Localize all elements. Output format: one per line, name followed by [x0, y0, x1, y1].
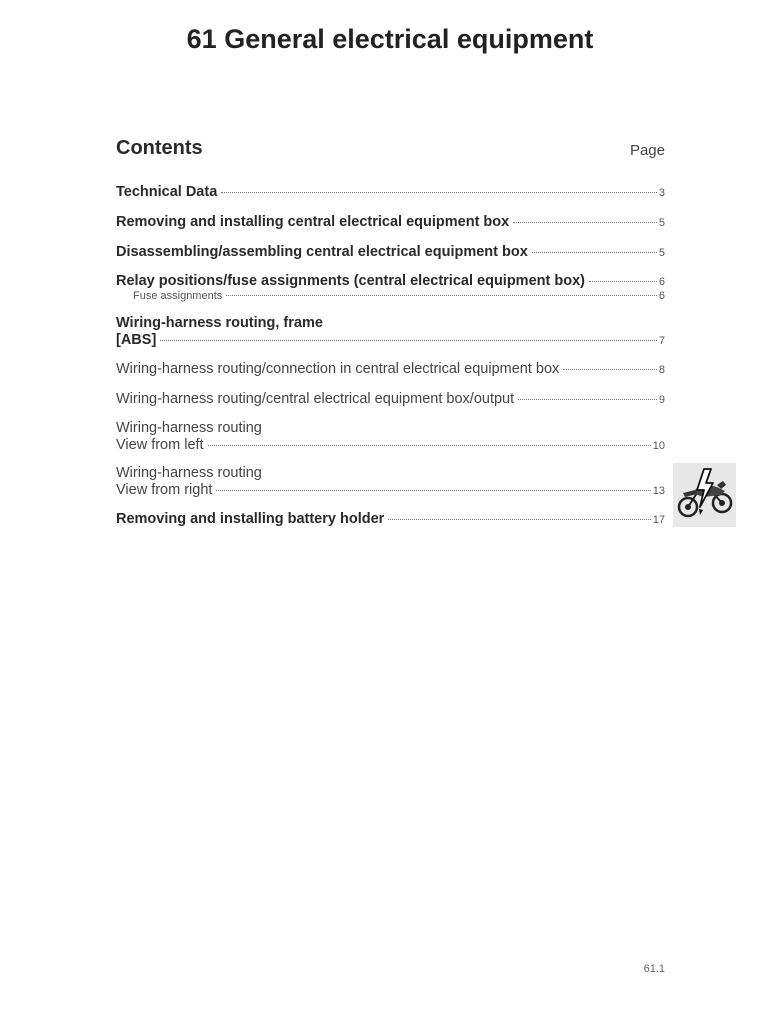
motorcycle-lightning-icon — [673, 463, 736, 527]
toc-page-number: 13 — [652, 485, 665, 497]
dot-leader — [221, 191, 657, 193]
toc-entry-title: Fuse assignments — [133, 290, 223, 302]
toc-entry-relay-positions[interactable] — [116, 273, 665, 289]
toc-entry-title-line2: [ABS] — [116, 332, 157, 348]
toc-page-number: 10 — [652, 440, 665, 452]
dot-leader — [226, 294, 657, 296]
toc-entry-technical-data[interactable] — [116, 184, 665, 200]
page-title: 61 General electrical equipment — [186, 24, 594, 54]
toc-entry-title: Removing and installing battery holder — [116, 511, 385, 527]
toc-entry-title: Relay positions/fuse assignments (central electrical equipment box) — [116, 273, 585, 289]
dot-leader — [216, 489, 650, 491]
toc-entry-title: Disassembling/assembling central electrical equipment box — [116, 244, 528, 260]
toc-entry-title: Wiring-harness routing/connection in central electrical equipment box — [116, 361, 560, 377]
toc-page-number: 17 — [652, 514, 665, 526]
page-column-label: Page — [629, 142, 665, 159]
toc-page-number: 9 — [658, 394, 665, 406]
toc-entry-title-line1[interactable]: Wiring-harness routing — [116, 420, 262, 436]
toc-entry-title-line2: View from left — [116, 437, 204, 453]
toc-entry-title: Wiring-harness routing/central electrical equipment box/output — [116, 391, 515, 407]
toc-entry-wiring-view-left[interactable] — [116, 437, 665, 453]
dot-leader — [589, 280, 657, 282]
toc-entry-wiring-connection-box[interactable] — [116, 361, 665, 377]
toc-entry-title-line1[interactable]: Wiring-harness routing, frame — [116, 315, 323, 331]
toc-entry-title-line1[interactable]: Wiring-harness routing — [116, 465, 262, 481]
toc-entry-wiring-view-right[interactable] — [116, 482, 665, 498]
toc-entry-removing-installing-box[interactable] — [116, 214, 665, 230]
toc-page-number: 3 — [658, 187, 665, 199]
toc-page-number: 5 — [658, 217, 665, 229]
toc-entry-battery-holder[interactable] — [116, 511, 665, 527]
toc-entry-wiring-box-output[interactable] — [116, 391, 665, 407]
toc-entry-title-line2: View from right — [116, 482, 213, 498]
toc-page-number: 7 — [658, 335, 665, 347]
toc-page-number: 5 — [658, 247, 665, 259]
dot-leader — [388, 518, 650, 520]
toc-page-number: 6 — [658, 290, 665, 302]
footer-page-number: 61.1 — [643, 963, 665, 975]
dot-leader — [532, 251, 657, 253]
dot-leader — [513, 221, 657, 223]
toc-entry-wiring-frame-abs[interactable] — [116, 332, 665, 348]
dot-leader — [563, 368, 657, 370]
toc-subentry-fuse-assignments[interactable] — [133, 290, 665, 302]
toc-entry-disassembling-box[interactable] — [116, 244, 665, 260]
dot-leader — [208, 444, 651, 446]
contents-heading: Contents — [116, 137, 203, 159]
toc-entry-title: Removing and installing central electrical equipment box — [116, 214, 510, 230]
dot-leader — [160, 339, 657, 341]
toc-page-number: 6 — [658, 276, 665, 288]
dot-leader — [518, 398, 657, 400]
toc-entry-title: Technical Data — [116, 184, 218, 200]
toc-page-number: 8 — [658, 364, 665, 376]
